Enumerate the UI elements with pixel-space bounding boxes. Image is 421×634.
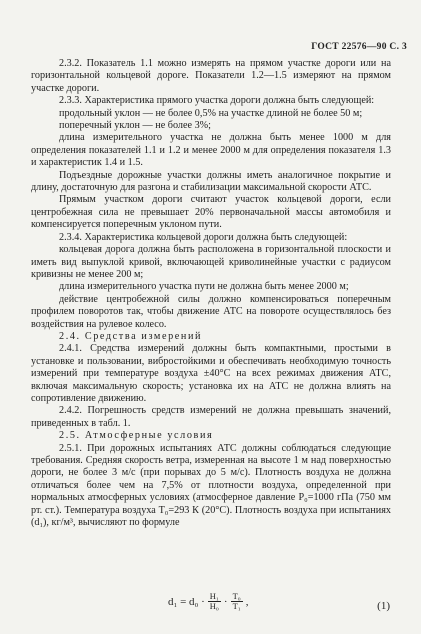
fraction-temperature xyxy=(231,592,243,611)
paragraph-2-4-2: 2.4.2. Погрешность средств измерений не должна превышать значений, приведенных в табл. 1. xyxy=(31,405,391,429)
fraction-pressure-numerator: H₁ xyxy=(209,591,219,601)
formula-operator: · xyxy=(223,595,228,608)
fraction-temperature-denominator: T₁ xyxy=(232,601,241,611)
paragraph-straight-section: Прямым участком дороги считают участок кольцевой дороги, если центробежная сила не превышает 20% первоначальной массы автомобиля и компенсируется поперечным уклоном пути. xyxy=(31,194,391,231)
formula-lhs: d₁ = d₀ · xyxy=(168,595,205,608)
fraction-pressure xyxy=(208,592,221,611)
fraction-temperature-numerator: T₀ xyxy=(232,591,241,601)
paragraph-ring-road: кольцевая дорога должна быть расположена в горизонтальной плоскости и иметь вид выпуклой кривой, включающей криволинейные участки с радиусом кривизны не менее 200 м; xyxy=(31,244,391,280)
section-heading-2-5: 2.5. Атмосферные условия xyxy=(59,430,214,442)
paragraph-approach-sections: Подъездные дорожные участки должны иметь аналогичное покрытие и длину, достаточную для разгона и стабилизации максимальной скорости АТС. xyxy=(31,169,391,194)
paragraph-measuring-length: длина измерительного участка не должна быть менее 1000 м для определения показателей 1.1 и 1.2 и менее 2000 м для определения показателя 1.3 и характеристик 1.4 и 1.5. xyxy=(31,132,391,169)
paragraph-2-4-1: 2.4.1. Средства измерений должны быть компактными, простыми в установке и пользовании, вибростойкими и обеспечивать необходимую точность измерений при температуре воздуха ±40°С на всех режимах движения АТС, включая максимальную скорость; установка их на АТС не должна влиять на сопротивление движению. xyxy=(31,343,391,404)
document-body xyxy=(31,58,391,529)
fraction-pressure-denominator: H₀ xyxy=(209,601,219,611)
page-header: ГОСТ 22576—90 С. 3 xyxy=(311,42,407,52)
formula-1 xyxy=(168,592,248,611)
section-heading-2-4: 2.4. Средства измерений xyxy=(59,330,203,342)
formula-end: , xyxy=(245,595,249,608)
paragraph-centrifugal: действие центробежной силы должно компенсироваться поперечным профилем поворотов так, чтобы движение АТС на повороте осуществлялось без воздействия на рулевое колесо. xyxy=(31,293,391,330)
paragraph-2-3-3: 2.3.3. Характеристика прямого участка дороги должна быть следующей: xyxy=(59,95,375,107)
formula-number: (1) xyxy=(377,600,390,612)
paragraph-2-3-4: 2.3.4. Характеристика кольцевой дороги должна быть следующей: xyxy=(59,231,348,243)
paragraph-path-length: длина измерительного участка пути не должна быть менее 2000 м; xyxy=(59,281,349,293)
paragraph-longitudinal-slope: продольный уклон — не более 0,5% на участке длиной не более 50 м; xyxy=(59,107,363,119)
paragraph-2-5-1: 2.5.1. При дорожных испытаниях АТС должны соблюдаться следующие требования. Средняя скорость ветра, измеренная на высоте 1 м над поверхностью дороги, не более 3 м/с (при порывах до 5 м/с). Плотность воздуха не должна отличаться более чем на 7,5% от плотности воздуха, определенной при нормальных атмосферных условиях (атмосферное давление P₀=1000 гПа (750 мм рт. ст.). Температура воздуха T₀=293 К (20°С). Плотность воздуха при испытаниях (d₁), кг/м³, вычисляют по формуле xyxy=(31,442,391,529)
paragraph-2-3-2: 2.3.2. Показатель 1.1 можно измерять на прямом участке дороги или на горизонтальной кольцевой дороге. Показатели 1.2—1.5 измеряют на прямом участке дороги. xyxy=(31,58,391,94)
paragraph-transverse-slope: поперечный уклон — не более 3%; xyxy=(59,120,212,132)
